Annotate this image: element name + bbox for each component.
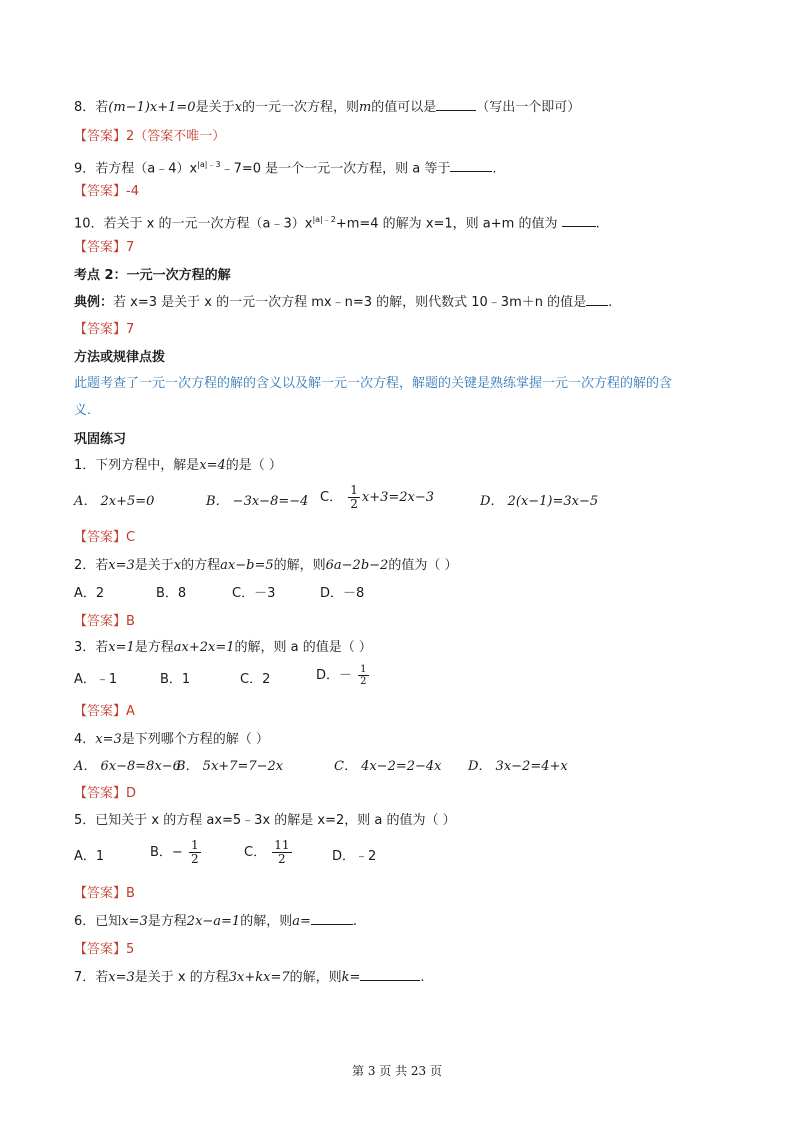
answer-label: 【答案】 (74, 614, 127, 629)
question-10 (74, 210, 600, 234)
answer-p1 (74, 528, 135, 548)
q10-text: 10．若关于 x 的一元一次方程（a﹣3）x (74, 216, 313, 232)
option-a[interactable]: A．﹣1 (74, 672, 118, 687)
answer-value: 7 (126, 322, 135, 337)
p6-eq3: a= (292, 914, 311, 929)
p2-var-x: x (173, 558, 182, 573)
example-text: 若 x=3 是关于 x 的一元一次方程 mx﹣n=3 的解，则代数式 10﹣3m＋n 的值是 (113, 295, 587, 310)
p2-eq1: x=3 (108, 558, 135, 573)
p1-text2: 的是（ ） (225, 458, 282, 473)
option-a[interactable]: A．1 (74, 849, 105, 864)
practice-4-question (74, 730, 269, 750)
p4-eq: x=3 (95, 732, 122, 747)
answer-8 (74, 127, 225, 147)
answer-value: 2（答案不唯一） (126, 129, 226, 144)
p2-text2: 是关于 (134, 558, 174, 573)
option-b[interactable] (150, 839, 203, 866)
option-d[interactable]: D．﹣2 (332, 849, 377, 864)
p1-text: 1．下列方程中，解是 (74, 458, 200, 473)
option-text: C． 4x−2=2−4x (334, 759, 442, 774)
q8-text2: 的一元一次方程，则 (241, 100, 359, 115)
p7-eq1: x=3 (108, 970, 135, 985)
p6-text2: 是方程 (147, 914, 187, 929)
answer-value: D (126, 786, 137, 801)
practice-title: 巩固练习 (74, 432, 127, 447)
answer-label: 【答案】 (74, 240, 127, 255)
practice-5-question: 5．已知关于 x 的方程 ax=5﹣3x 的解是 x=2，则 a 的值为（ ） (74, 813, 456, 828)
option-text: B． −3x−8=−4 (206, 494, 309, 509)
option-label: C． (244, 845, 267, 860)
fraction (272, 839, 291, 866)
answer-label: 【答案】 (74, 886, 127, 901)
q8-equation: (m−1)x+1=0 (108, 100, 196, 115)
answer-label: 【答案】 (74, 530, 127, 545)
p7-text2: 是关于 x 的方程 (134, 970, 229, 985)
answer-label: 【答案】 (74, 786, 127, 801)
p7-end: . (420, 970, 425, 985)
method-title: 方法或规律点拨 (74, 350, 166, 365)
example-question (74, 293, 612, 313)
q8-note: （写出一个即可） (476, 100, 581, 115)
p2-eq3: 6a−2b−2 (325, 558, 389, 573)
question-9 (74, 155, 497, 179)
answer-value: 5 (126, 942, 135, 957)
p2-text3: 的方程 (181, 558, 221, 573)
option-b[interactable] (206, 492, 308, 512)
answer-blank (562, 214, 596, 227)
p2-text4: 的解，则 (273, 558, 326, 573)
answer-blank (586, 293, 608, 306)
q10-text2: +m=4 的解为 x=1，则 a+m 的值为 (335, 216, 562, 232)
answer-blank (360, 968, 420, 981)
answer-p5 (74, 884, 135, 904)
option-a[interactable] (74, 757, 181, 777)
answer-value: 7 (126, 240, 135, 255)
p2-text5: 的值为（ ） (388, 558, 458, 573)
p3-eq1: x=1 (108, 640, 135, 655)
option-a[interactable] (74, 492, 154, 512)
option-text: A． 6x−8=8x−6 (74, 759, 181, 774)
answer-9 (74, 182, 139, 202)
q9-end: . (492, 161, 497, 177)
p6-text3: 的解，则 (240, 914, 293, 929)
p3-text2: 是方程 (134, 640, 174, 655)
answer-value: -4 (126, 184, 139, 199)
option-label: D．－ (316, 668, 353, 683)
option-d[interactable] (316, 664, 371, 687)
option-c[interactable] (334, 757, 442, 777)
numerator: 1 (190, 838, 199, 852)
p3-text3: 的解，则 a 的值是（ ） (234, 640, 372, 655)
numerator: 11 (274, 838, 290, 852)
option-text: D． 2(x−1)=3x−5 (480, 494, 599, 509)
denominator: 2 (350, 497, 358, 511)
option-c[interactable]: C．－3 (232, 586, 276, 601)
section-heading: 考点 2：一元一次方程的解 (74, 268, 231, 283)
p7-text3: 的解，则 (289, 970, 342, 985)
denominator: 2 (278, 852, 286, 866)
example-end: . (608, 295, 613, 310)
answer-10 (74, 238, 134, 258)
option-label: B．− (150, 845, 183, 860)
option-b[interactable]: B．8 (156, 586, 187, 601)
q10-exponent: |a|﹣2 (312, 215, 336, 224)
numerator: 1 (360, 664, 367, 675)
page-footer: 第 3 页 共 23 页 (352, 1064, 442, 1078)
option-d[interactable] (480, 492, 598, 512)
option-d[interactable]: D．－8 (320, 586, 365, 601)
answer-p2 (74, 612, 135, 632)
answer-blank (450, 159, 492, 172)
fraction (189, 839, 201, 866)
answer-blank (311, 912, 353, 925)
denominator: 2 (190, 852, 199, 866)
option-text: B． 5x+7=7−2x (176, 759, 284, 774)
method-text-line1: 此题考查了一元一次方程的解的含义以及解一元一次方程，解题的关键是熟练掌握一元一次方程的解的含 (74, 376, 673, 391)
option-text: D． 3x−2=4+x (468, 759, 568, 774)
q8-text3: 的值可以是 (371, 100, 437, 115)
answer-p6 (74, 940, 134, 960)
q8-prefix: 8．若 (74, 100, 109, 115)
practice-2-question (74, 556, 457, 576)
option-a[interactable]: A．2 (74, 586, 105, 601)
p2-eq2: ax−b=5 (220, 558, 274, 573)
p4-text2: 是下列哪个方程的解（ ） (121, 732, 269, 747)
q10-end: . (595, 216, 600, 232)
p6-eq2: 2x−a=1 (186, 914, 241, 929)
answer-value: B (126, 886, 135, 901)
option-label: C． (320, 490, 343, 505)
practice-6-question (74, 912, 357, 932)
answer-label: 【答案】 (74, 322, 127, 337)
p3-text: 3．若 (74, 640, 109, 655)
option-d[interactable] (468, 757, 568, 777)
numerator: 1 (350, 483, 358, 497)
option-text: A． 2x+5=0 (74, 494, 155, 509)
q9-exponent: |a|﹣3 (197, 160, 221, 169)
denominator: 2 (360, 676, 367, 687)
p7-eq2: 3x+kx=7 (228, 970, 290, 985)
p6-end: . (352, 914, 358, 929)
p6-eq1: x=3 (121, 914, 148, 929)
p7-eq3: k= (341, 970, 361, 985)
practice-7-question (74, 968, 425, 988)
p1-equation: x=4 (199, 458, 226, 473)
answer-p3 (74, 702, 135, 722)
option-b[interactable] (176, 757, 283, 777)
answer-example (74, 320, 134, 340)
p6-text: 6．已知 (74, 914, 122, 929)
option-text: x+3=2x−3 (361, 490, 435, 505)
method-text-line2: 义. (74, 403, 92, 418)
q8-var-m: m (358, 100, 372, 115)
option-b[interactable]: B．1 (160, 672, 191, 687)
p4-text: 4． (74, 732, 96, 747)
answer-label: 【答案】 (74, 184, 127, 199)
option-c[interactable]: C．2 (240, 672, 271, 687)
answer-value: B (126, 614, 135, 629)
p3-eq2: ax+2x=1 (173, 640, 235, 655)
example-label: 典例： (74, 295, 114, 310)
p7-text: 7．若 (74, 970, 109, 985)
option-c[interactable] (320, 484, 434, 511)
p2-text: 2．若 (74, 558, 109, 573)
q9-text: 9．若方程（a﹣4）x (74, 161, 198, 177)
practice-1-question (74, 456, 282, 476)
option-c[interactable] (244, 839, 294, 866)
q8-text: 是关于 (195, 100, 235, 115)
answer-label: 【答案】 (74, 704, 127, 719)
q8-var-x: x (234, 100, 242, 115)
fraction (358, 664, 368, 687)
answer-label: 【答案】 (74, 942, 127, 957)
answer-value: A (126, 704, 135, 719)
fraction (348, 484, 360, 511)
answer-value: C (126, 530, 136, 545)
question-8 (74, 98, 580, 118)
answer-p4 (74, 784, 136, 804)
answer-blank (436, 98, 476, 111)
q9-text2: ﹣7=0 是一个一元一次方程，则 a 等于 (220, 161, 451, 177)
practice-3-question (74, 638, 372, 658)
answer-label: 【答案】 (74, 129, 127, 144)
